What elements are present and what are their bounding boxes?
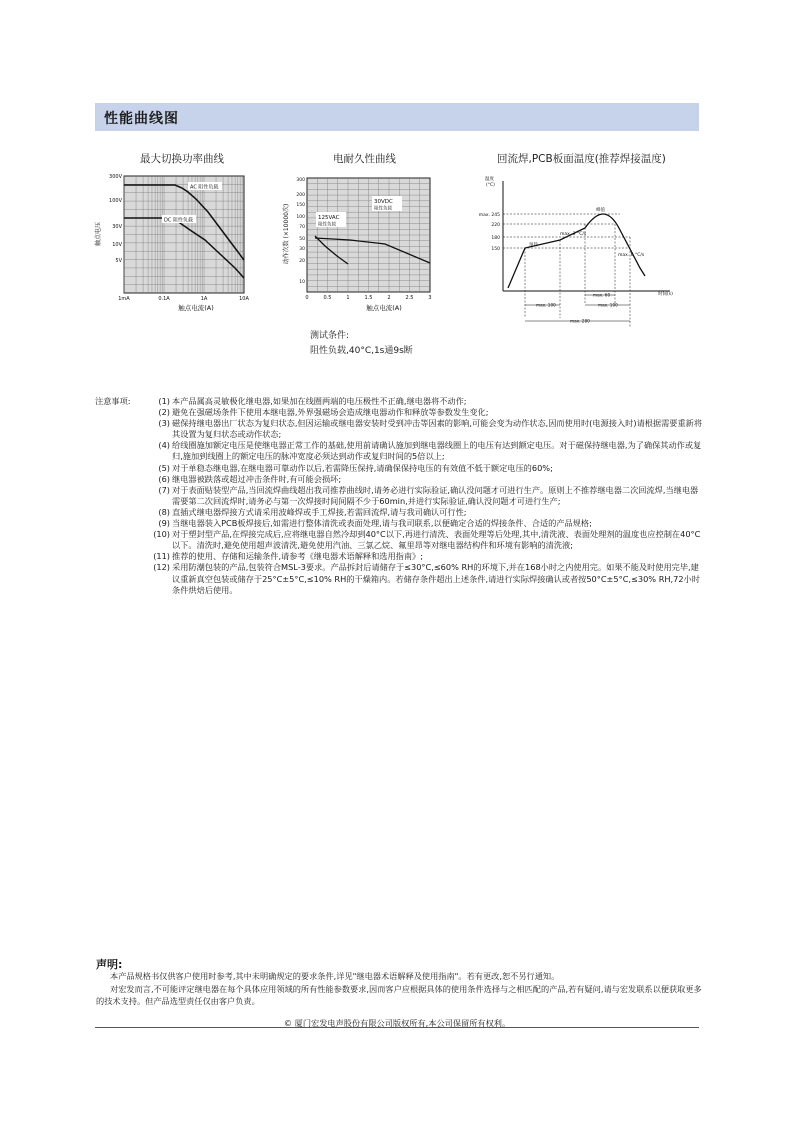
note-spacer [95,440,148,462]
chart2-ytick: 30 [299,247,305,252]
note-text: 磁保持继电器出厂状态为复归状态,但因运输或继电器安装时受到冲击等因素的影响,可能会变为动作状态,因而使用时(电源接入时)请根据需要重新将其设置为复归状态或动作状态; [172,418,703,440]
note-number: (7) [158,484,170,495]
note-item [95,474,705,485]
chart3-dim-3: max. 100 [598,302,618,308]
note-item [95,407,705,418]
note-text: 当继电器装入PCB板焊接后,如需进行整体清洗或表面处理,请与我司联系,以便确定合适的焊接条件、合适的产品规格; [172,518,592,529]
chart3-dim-2: max. 100 [536,302,556,308]
note-text: 继电器被跌落或超过冲击条件时,有可能会损坏; [172,473,342,484]
note-spacer [95,507,148,518]
chart1-ytick: 100V [109,198,122,204]
note-item [95,529,705,551]
chart2-xlabel: 触点电流(A) [366,304,402,312]
note-item [95,562,705,595]
chart1-ylabel: 触点电压 [95,221,102,247]
chart1-ytick: 30V [112,224,122,230]
chart3-y-unit-2: (°C) [486,183,495,188]
chart2-label-ac-sub: 阻性负载 [318,222,336,228]
note-text: 采用防潮包装的产品,包装符合MSL-3要求。产品拆封后请储存于≤30°C,≤60% RH的环境下,并在168小时之内使用完。如果不能及时使用完毕,建议重新真空包装或储存于25°C±5°C,≤10% RH的干燥箱内。若储存条件超出上述条件,请进行实际焊接确认或者按50°C±5°C,≤30% RH,72小时条件烘焙后使用。 [172,562,700,595]
chart2-label-dc: 30VDC [374,199,393,205]
chart1-ytick: 10V [112,242,122,248]
note-item [95,463,705,474]
chart3-dim-4: max. 280 [570,318,590,324]
chart2-label-dc-sub: 阻性负载 [374,206,392,212]
chart3-x-unit: 时间(s) [658,292,673,297]
chart1-dc-label: DC 阻性负载 [164,217,193,224]
note-number: (12) [153,562,170,573]
note-number: (9) [158,518,170,529]
chart3-dim-1: max. 60 [593,292,611,298]
chart3-reflow-profile [470,168,700,340]
note-spacer [95,529,148,551]
disclaimer-title: 声明: [96,958,123,971]
note-text: 本产品属高灵敏极化继电器,如果加在线圈两端的电压极性不正确,继电器将不动作; [172,396,467,406]
chart2-ytick: 20 [299,259,305,264]
chart3-ytick: 220 [491,223,500,228]
note-text: 推荐的使用、存储和运输条件,请参考《继电器术语解释和选用指南》; [172,551,423,562]
chart1-title: 最大切换功率曲线 [140,153,224,165]
note-text: 对于单稳态继电器,在继电器可靠动作以后,若需降压保持,请确保保持电压的有效值不低于额定电压的60%; [172,462,553,473]
note-spacer [95,463,148,474]
chart2-ytick: 300 [296,178,305,183]
chart3-ytick: 150 [491,247,500,252]
note-number: (4) [158,440,170,451]
chart3-peak-label: 峰值 [596,208,605,213]
note-spacer [95,551,148,562]
chart1-xtick: 0.1A [158,296,170,302]
chart3-preheat-label: 预热 [529,243,538,248]
chart1-ac-label: AC 阻性负载 [190,184,219,191]
note-number: (11) [153,551,170,562]
chart2-ytick: 70 [299,225,305,230]
note-item [95,418,705,440]
note-item [95,551,705,562]
chart2-ytick: 50 [299,237,305,242]
chart2-test-conditions-title: 测试条件: [310,331,350,341]
chart1-xlabel: 触点电流(A) [178,304,214,312]
chart2-label-ac: 125VAC [318,215,340,221]
footer-copyright: © 厦门宏发电声股份有限公司版权所有,本公司保留所有权利。 [283,1018,511,1028]
chart2-xtick: 1 [346,295,350,301]
notes-section [95,396,705,596]
note-number: (2) [158,407,170,418]
note-text: 对于塑封型产品,在焊接完成后,应将继电器自然冷却到40°C以下,再进行清洗、表面处理等后处理,其中,清洗液、表面处理剂的温度也应控制在40°C以下。清洗时,避免使用超声波清洗,避免使用汽油、三氯乙烷、氟里昂等对继电器结构件和环境有影响的清洗液; [172,529,701,551]
note-item [95,440,705,462]
chart2-test-conditions: 阻性负载,40°C,1s通9s断 [310,346,413,356]
note-text: 直插式继电器焊接方式请采用波峰焊或手工焊接,若需回流焊,请与我司确认可行性; [172,506,467,517]
chart1-ytick: 300V [109,174,122,180]
note-item [95,396,705,407]
chart2-xtick: 3 [428,295,432,301]
chart2-title: 电耐久性曲线 [333,153,396,165]
chart2-ytick: 100 [296,215,305,220]
chart3-ytick: 180 [491,236,500,241]
chart3-y-unit-1: 温度 [485,177,494,182]
note-text: 给线圈施加额定电压是使继电器正常工作的基础,使用前请确认施加到继电器线圈上的电压有达到额定电压。对于磁保持继电器,为了确保其动作或复归,施加到线圈上的额定电压的脉冲宽度必须达到动作或复归时间的5倍以上; [172,440,702,462]
section-header-bar [95,103,699,131]
section-title: 性能曲线图 [104,111,179,127]
chart1-xtick: 1mA [118,296,130,302]
chart1-ytick: 5V [115,258,122,264]
chart2-ylabel: 动作次数 (×10000次) [283,203,290,265]
note-number: (1) [158,396,170,406]
chart2-xtick: 1.5 [364,295,373,301]
note-item [95,485,705,507]
note-item [95,518,705,529]
note-text: 对于表面贴装型产品,当回流焊曲线超出我司推荐曲线时,请务必进行实际验证,确认没问题才可进行生产。原则上不推荐继电器二次回流焊,当继电器需要第二次回流焊时,请务必与第一次焊接时间间隔不少于60min,并进行实际验证,确认没问题才可进行生产; [172,484,699,506]
notes-lead: 注意事项: [95,396,131,406]
note-spacer [95,418,148,440]
chart2-ytick: 150 [296,203,305,208]
note-number: (3) [158,418,170,429]
chart3-title: 回流焊,PCB板面温度(推荐焊接温度) [497,153,666,165]
chart2-ytick: 200 [296,193,305,198]
chart2-xtick: 0.5 [323,295,332,301]
chart1-xtick: 1A [200,296,208,302]
chart3-profile-curve [508,214,645,288]
chart2-xtick: 0 [305,295,309,301]
note-number: (10) [153,529,170,540]
note-text: 避免在强磁场条件下使用本继电器,外界强磁场会造成继电器动作和释放等参数发生变化; [172,407,489,418]
note-number: (8) [158,506,170,517]
note-spacer [95,474,148,485]
chart2-xtick: 2 [387,295,391,301]
chart2-ytick: 10 [299,280,305,285]
note-number: (5) [158,462,170,473]
chart1-xtick: 10A [239,296,249,302]
disclaimer-paragraph-2: 对宏发而言,不可能评定继电器在每个具体应用领域的所有性能参数要求,因而客户应根据具体的使用条件选择与之相匹配的产品,若有疑问,请与宏发联系以便获取更多的技术支持。但产品选型责任仅由客户负责。 [96,984,702,1006]
disclaimer-paragraph-1: 本产品规格书仅供客户使用时参考,其中未明确规定的要求条件,详见"继电器术语解释及使用指南"。若有更改,恕不另行通知。 [110,971,560,981]
chart2-xtick: 2.5 [405,295,414,301]
note-spacer [95,562,148,595]
note-spacer [95,518,148,529]
note-spacer [95,485,148,507]
note-number: (6) [158,473,170,484]
chart2-electrical-endurance [280,168,450,318]
note-item [95,507,705,518]
chart3-rate-down: max. 6 °C/s [618,253,645,258]
chart1-max-switching-power [90,168,260,318]
note-spacer [95,407,148,418]
chart3-rate-up: max. 3 °C/s [560,232,587,237]
chart3-ytick: max. 245 [478,213,500,218]
